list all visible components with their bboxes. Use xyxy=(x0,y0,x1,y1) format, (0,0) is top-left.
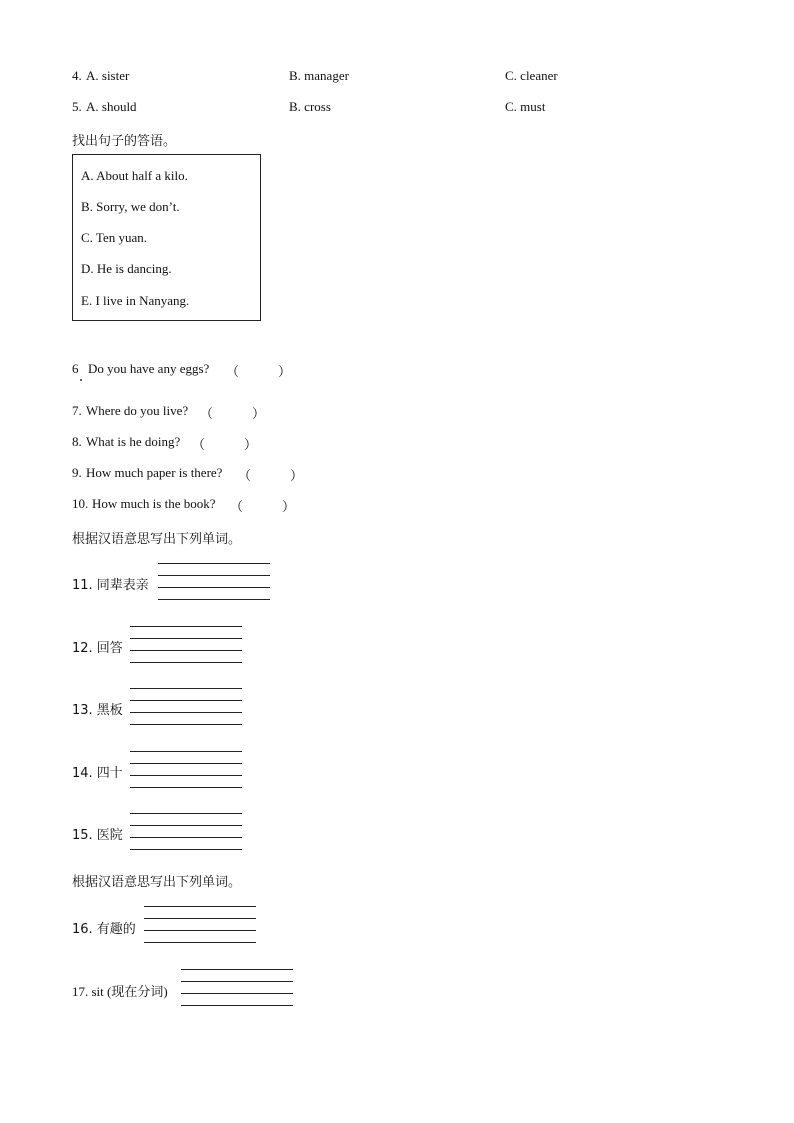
question-number: 6 xyxy=(72,361,79,376)
question-number: 8. xyxy=(72,434,82,449)
question-text: How much is the book? xyxy=(92,496,216,511)
question-text: Do you have any eggs? xyxy=(88,361,210,376)
answer-parentheses[interactable]: （ ） xyxy=(200,406,266,421)
answer-options-box xyxy=(72,154,261,321)
word-prompt: 14. 四十 xyxy=(72,766,123,781)
option-a: A. should xyxy=(86,99,137,114)
word-prompt: 11. 同辈表亲 xyxy=(72,578,149,593)
answer-parentheses[interactable]: （ ） xyxy=(226,364,292,379)
question-number: 4. xyxy=(72,68,82,83)
word-prompt: 16. 有趣的 xyxy=(72,922,136,937)
option-b: B. manager xyxy=(289,68,349,83)
word-prompt: 12. 回答 xyxy=(72,641,123,656)
option-b: B. cross xyxy=(289,99,331,114)
question-number: 10. xyxy=(72,496,89,511)
option-item: C. Ten yuan. xyxy=(81,230,148,245)
option-a: A. sister xyxy=(86,68,130,83)
question-text: What is he doing? xyxy=(86,434,181,449)
stray-dot xyxy=(80,379,82,381)
section-heading: 根据汉语意思写出下列单词。 xyxy=(72,875,242,890)
option-item: E. I live in Nanyang. xyxy=(81,293,190,308)
question-number: 5. xyxy=(72,99,82,114)
question-number: 9. xyxy=(72,465,82,480)
word-prompt: 15. 医院 xyxy=(72,828,123,843)
word-prompt: 13. 黑板 xyxy=(72,703,123,718)
section-heading: 根据汉语意思写出下列单词。 xyxy=(72,532,242,547)
option-c: C. must xyxy=(505,99,546,114)
answer-parentheses[interactable]: （ ） xyxy=(230,499,296,514)
question-text: How much paper is there? xyxy=(86,465,223,480)
option-c: C. cleaner xyxy=(505,68,558,83)
section-heading: 找出句子的答语。 xyxy=(72,134,177,149)
option-item: B. Sorry, we don’t. xyxy=(81,199,180,214)
question-text: Where do you live? xyxy=(86,403,189,418)
question-number: 7. xyxy=(72,403,82,418)
option-item: D. He is dancing. xyxy=(81,261,172,276)
answer-parentheses[interactable]: （ ） xyxy=(192,437,258,452)
word-prompt: 17. sit (现在分词) xyxy=(72,984,168,999)
option-item: A. About half a kilo. xyxy=(81,168,188,183)
answer-parentheses[interactable]: （ ） xyxy=(238,468,304,483)
